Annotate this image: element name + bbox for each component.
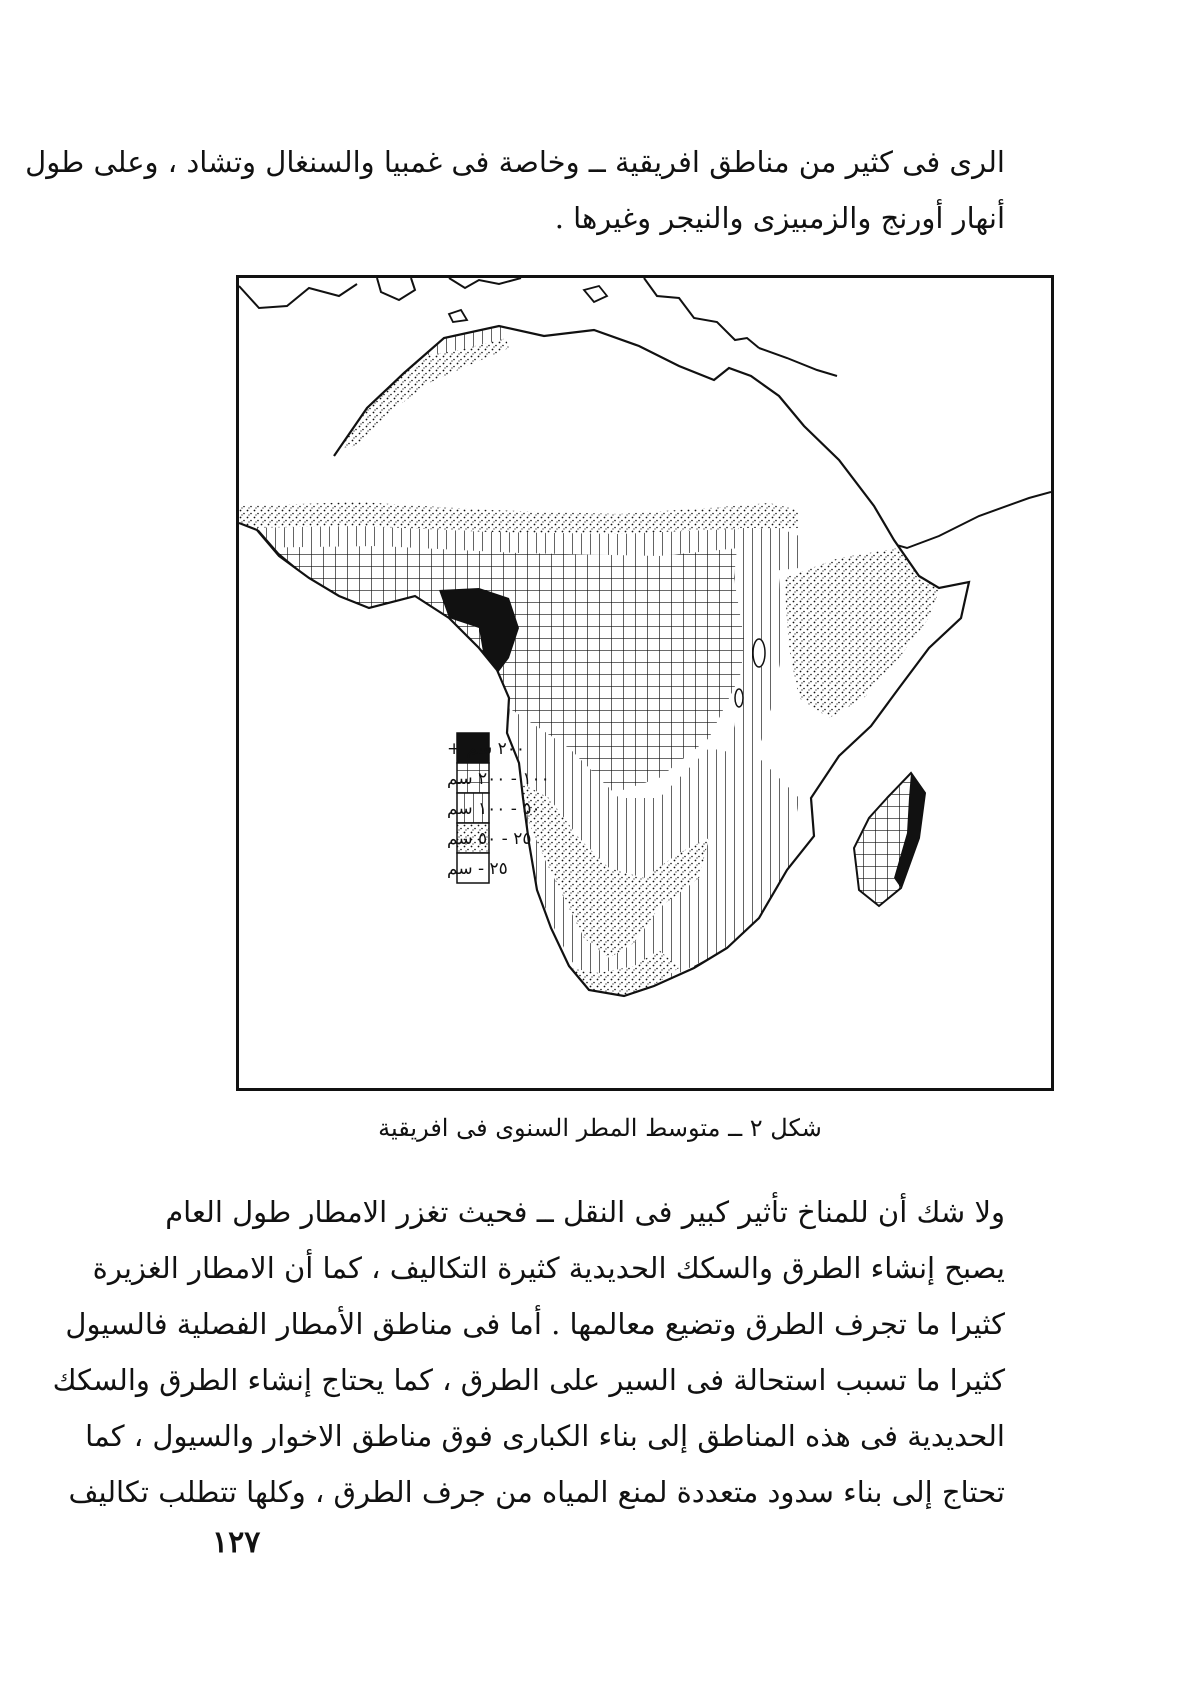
- text-line: الحديدية فى هذه المناطق إلى بناء الكبارى فوق مناطق الاخوار والسيول ، كما: [85, 1419, 1005, 1453]
- text-line: الرى فى كثير من مناطق افريقية ــ وخاصة فى غمبيا والسنغال وتشاد ، وعلى طول: [25, 145, 1005, 179]
- legend-label: ٥٠ - ١٠٠ سم: [447, 799, 541, 819]
- map-svg: [239, 278, 1051, 1088]
- text-line: كثيرا ما تجرف الطرق وتضيع معالمها . أما فى مناطق الأمطار الفصلية فالسيول: [65, 1307, 1005, 1341]
- africa-rainfall-map: [236, 275, 1054, 1091]
- figure-caption: شكل ٢ ــ متوسط المطر السنوى فى افريقية: [378, 1114, 822, 1142]
- legend-label: ٢٥ - ٥٠ سم: [447, 829, 532, 849]
- text-line: يصبح إنشاء الطرق والسكك الحديدية كثيرة التكاليف ، كما أن الامطار الغزيرة: [92, 1251, 1005, 1285]
- text-line: أنهار أورنج والزمبيزى والنيجر وغيرها .: [554, 201, 1005, 235]
- rainfall-zones: [239, 278, 1051, 1088]
- text-line: ولا شك أن للمناخ تأثير كبير فى النقل ــ فحيث تغزر الامطار طول العام: [165, 1195, 1005, 1229]
- text-line: تحتاج إلى بناء سدود متعددة لمنع المياه من جرف الطرق ، وكلها تتطلب تكاليف: [68, 1475, 1005, 1509]
- islands: [449, 286, 607, 322]
- legend-label: ١٠٠ - ٢٠٠ سم: [447, 769, 550, 789]
- legend-label: ٢٠٠ سم +: [447, 739, 526, 759]
- text-line: كثيرا ما تسبب استحالة فى السير على الطرق ، كما يحتاج إنشاء الطرق والسكك: [52, 1363, 1005, 1397]
- legend-label: ٢٥ - سم: [447, 859, 508, 879]
- top-paragraph: [25, 134, 1005, 246]
- madagascar: [854, 773, 925, 906]
- bottom-paragraph: [52, 1184, 1005, 1520]
- page-number: ١٢٧: [212, 1525, 261, 1560]
